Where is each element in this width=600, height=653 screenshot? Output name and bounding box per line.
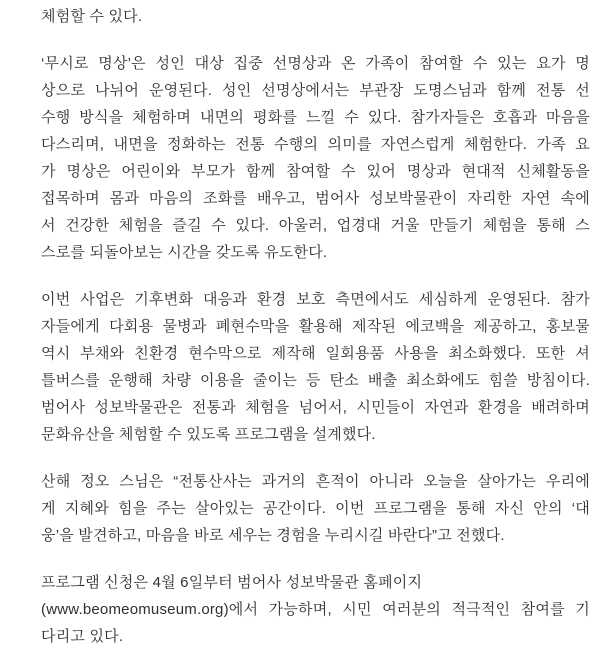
text-line: 프로그램 신청은 4월 6일부터 범어사 성보박물관 홈페이지: [41, 574, 423, 591]
text-line: 다리고 있다.: [41, 628, 124, 645]
paragraph: [41, 50, 590, 266]
paragraph: [41, 468, 590, 549]
text-line: 스로를 되돌아보는 시간을 갖도록 유도한다.: [41, 244, 328, 261]
text-line: 틀버스를 운행해 차량 이용을 줄이는 등 탄소 배출 최소화에도 힘쓸 방침이다.: [41, 372, 590, 389]
text-line: 수행 방식을 체험하며 내면의 평화를 느낄 수 있다. 참가자들은 호흡과 마음을: [41, 109, 590, 126]
text-line: 범어사 성보박물관은 전통과 체험을 넘어서, 시민들이 자연과 환경을 배려하며: [41, 399, 590, 416]
text-line: 자들에게 다회용 물병과 폐현수막을 활용해 제작된 에코백을 제공하고, 홍보물: [41, 318, 590, 335]
text-line: 문화유산을 체험할 수 있도록 프로그램을 설계했다.: [41, 426, 376, 443]
text-line: 상으로 나뉘어 운영된다. 성인 선명상에서는 부관장 도명스님과 함께 전통 선: [41, 82, 590, 99]
text-line: 가 명상은 어린이와 부모가 함께 참여할 수 있어 명상과 현대적 신체활동을: [41, 163, 590, 180]
text-line: ‘무시로 명상’은 성인 대상 집중 선명상과 온 가족이 참여할 수 있는 요가 명: [41, 55, 590, 72]
text-line: 게 지혜와 힘을 주는 살아있는 공간이다. 이번 프로그램을 통해 자신 안의 ‘대: [41, 500, 590, 517]
paragraph: [41, 569, 590, 650]
text-line: 산해 정오 스님은 “전통산사는 과거의 흔적이 아니라 오늘을 살아가는 우리에: [41, 473, 590, 490]
text-line: 다스리며, 내면을 정화하는 전통 수행의 의미를 자연스럽게 체험한다. 가족 요: [41, 136, 590, 153]
text-line: 접목하며 몸과 마음의 조화를 배우고, 범어사 성보박물관이 자리한 자연 속에: [41, 190, 590, 207]
paragraph: [41, 286, 590, 448]
text-line: (www.beomeomuseum.org)에서 가능하며, 시민 여러분의 적극적인 참여를 기: [41, 601, 590, 618]
text-line: 서 건강한 체험을 즐길 수 있다. 아울러, 업경대 거울 만들기 체험을 통해 스: [41, 217, 590, 234]
text-line: 이번 사업은 기후변화 대응과 환경 보호 측면에서도 세심하게 운영된다. 참가: [41, 291, 590, 308]
text-line: 역시 부채와 친환경 현수막으로 제작해 일회용품 사용을 최소화했다. 또한 셔: [41, 345, 590, 362]
text-line: 체험할 수 있다.: [41, 8, 143, 25]
paragraph: [41, 3, 590, 30]
text-line: 웅’을 발견하고, 마음을 바로 세우는 경험을 누리시길 바란다”고 전했다.: [41, 527, 505, 544]
